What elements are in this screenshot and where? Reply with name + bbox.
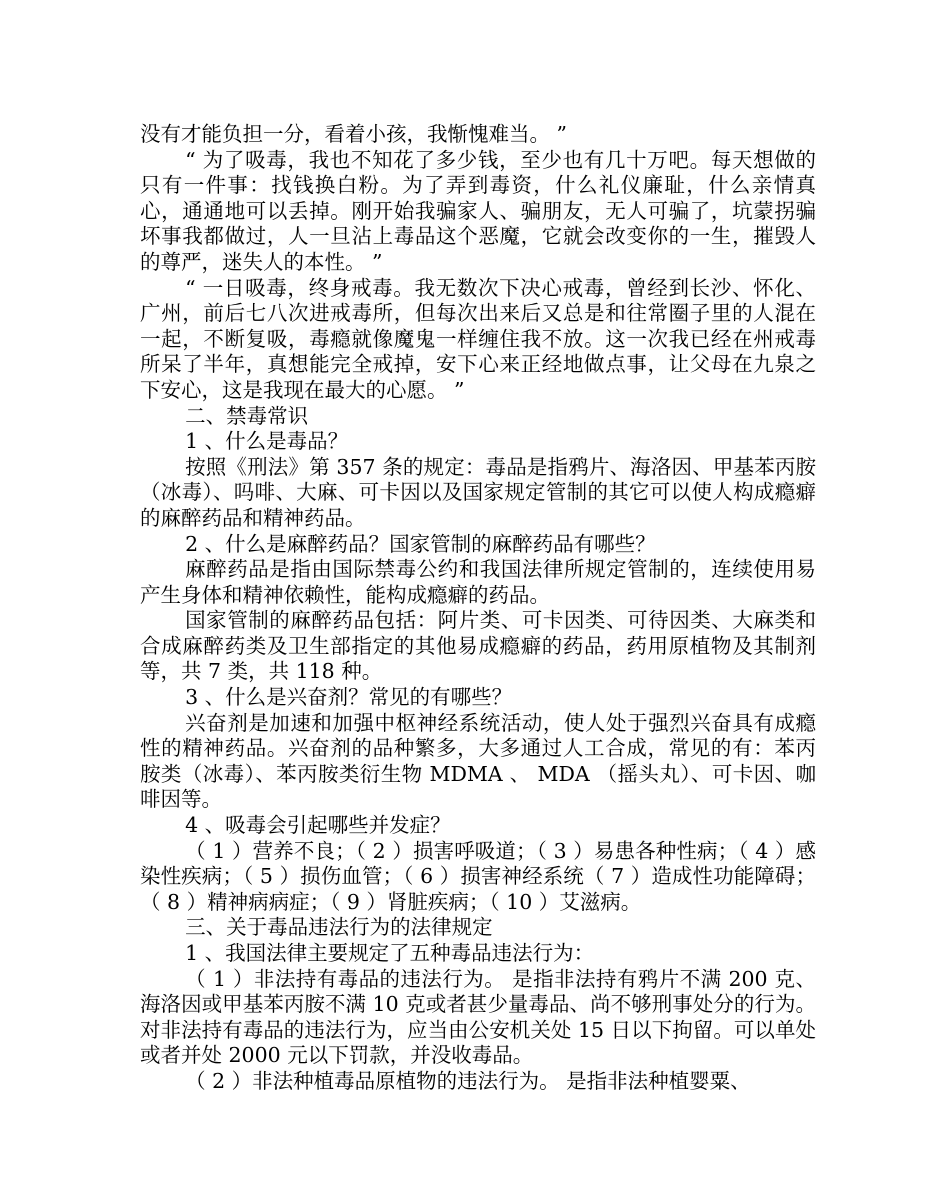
law-subitem-2: （ 2 ）非法种植毒品原植物的违法行为。 是指非法种植婴粟、	[185, 1068, 751, 1093]
question-2: 2 、什么是麻醉药品？国家管制的麻醉药品有哪些？	[185, 531, 656, 556]
paragraph-quote-rehab: “ 一日吸毒，终身戒毒。我无数次下决心戒毒，曾经到长沙、怀化、广州，前后七八次进戒毒所，但每次出来后又总是和往常圈子里的人混在一起，不断复吸，毒瘾就像魔鬼一样缠住我不放。这一次我已经在州戒毒所呆了半年，真想能完全戒掉，安下心来正经地做点事，让父母在九泉之下安心，这是我现在最大的心愿。 ”	[140, 275, 816, 402]
answer-1: 按照《刑法》第 357 条的规定：毒品是指鸦片、海洛因、甲基苯丙胺（冰毒）、吗啡、大麻、可卡因以及国家规定管制的其它可以使人构成瘾癖的麻醉药品和精神药品。	[140, 454, 816, 530]
answer-2a: 麻醉药品是指由国际禁毒公约和我国法律所规定管制的，连续使用易产生身体和精神依赖性，能构成瘾癖的药品。	[140, 557, 816, 607]
answer-2b: 国家管制的麻醉药品包括：阿片类、可卡因类、可待因类、大麻类和合成麻醉药类及卫生部指定的其他易成瘾癖的药品，药用原植物及其制剂等，共 7 类，共 118 种。	[140, 608, 816, 684]
law-item-1: 1 、我国法律主要规定了五种毒品违法行为：	[185, 941, 595, 965]
section-heading-3: 三、关于毒品违法行为的法律规定	[185, 915, 493, 940]
question-1: 1 、什么是毒品？	[185, 429, 349, 454]
question-3: 3 、什么是兴奋剂？常见的有哪些？	[185, 685, 513, 710]
answer-3: 兴奋剂是加速和加强中枢神经系统活动，使人处于强烈兴奋具有成瘾性的精神药品。兴奋剂的品种繁多，大多通过人工合成，常见的有：苯丙胺类（冰毒）、苯丙胺类衍生物 MDMA 、 MDA （摇头丸）、可卡因、咖啡因等。	[140, 710, 816, 812]
paragraph-quote-money: “ 为了吸毒，我也不知花了多少钱，至少也有几十万吧。每天想做的只有一件事：找钱换白粉。为了弄到毒资，什么礼仪廉耻，什么亲情真心，通通地可以丢掉。刚开始我骗家人、骗朋友，无人可骗了，坑蒙拐骗坏事我都做过，人一旦沾上毒品这个恶魔，它就会改变你的一生，摧毁人的尊严，迷失人的本性。 ”	[140, 147, 816, 274]
law-subitem-1: （ 1 ）非法持有毒品的违法行为。 是指非法持有鸦片不满 200 克、海洛因或甲基苯丙胺不满 10 克或者甚少量毒品、尚不够刑事处分的行为。对非法持有毒品的违法行为，应当由公安机关处 15 日以下拘留。可以单处或者并处 2000 元以下罚款，并没收毒品。	[140, 966, 816, 1068]
section-heading-2: 二、禁毒常识	[185, 403, 309, 428]
answer-4: （ 1 ）营养不良；（ 2 ）损害呼吸道；（ 3 ）易患各种性病；（ 4 ）感染性疾病；（ 5 ）损伤血管；（ 6 ）损害神经系统（ 7 ）造成性功能障碍；（ 8 ）精神病病症；（ 9 ）肾脏疾病；（ 10 ）艾滋病。	[140, 838, 816, 914]
question-4: 4 、吸毒会引起哪些并发症？	[185, 813, 451, 838]
document-page	[140, 122, 816, 1095]
paragraph-continuation: 没有才能负担一分，看着小孩，我惭愧难当。 ”	[140, 122, 567, 146]
